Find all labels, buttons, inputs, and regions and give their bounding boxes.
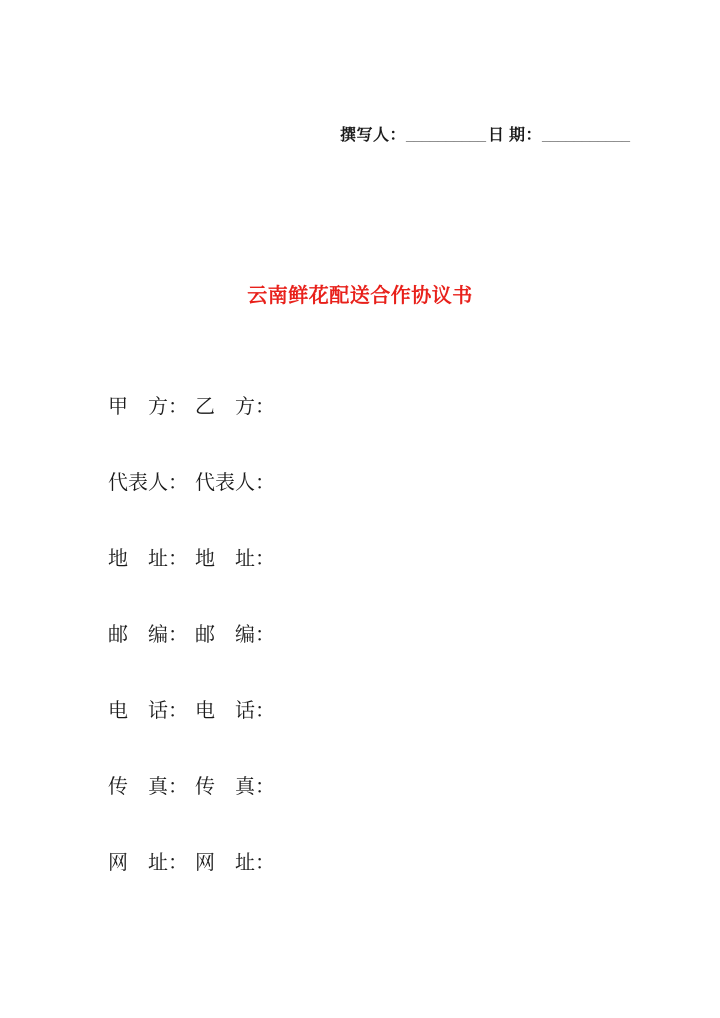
party-b-label: 乙 方：	[195, 396, 275, 418]
row-address	[108, 545, 275, 573]
website-a-label: 网 址：	[108, 852, 188, 874]
fax-a-label: 传 真：	[108, 776, 188, 798]
party-info-block	[108, 393, 275, 877]
website-b-label: 网 址：	[195, 852, 275, 874]
party-a-label: 甲 方：	[108, 396, 188, 418]
representative-a-label: 代表人：	[108, 472, 188, 494]
address-a-label: 地 址：	[108, 548, 188, 570]
row-phone	[108, 697, 275, 725]
row-party	[108, 393, 275, 421]
date-blank-line: ___________	[542, 127, 631, 144]
postcode-a-label: 邮 编：	[108, 624, 188, 646]
writer-label: 撰写人：	[340, 127, 407, 144]
row-representative	[108, 469, 275, 497]
address-b-label: 地 址：	[195, 548, 275, 570]
byline	[340, 122, 630, 145]
document-title: 云南鲜花配送合作协议书	[247, 285, 473, 307]
row-website	[108, 849, 275, 877]
writer-blank-line: __________	[406, 127, 487, 144]
row-fax	[108, 773, 275, 801]
phone-b-label: 电 话：	[195, 700, 275, 722]
representative-b-label: 代表人：	[195, 472, 275, 494]
postcode-b-label: 邮 编：	[195, 624, 275, 646]
phone-a-label: 电 话：	[108, 700, 188, 722]
row-postcode	[108, 621, 275, 649]
fax-b-label: 传 真：	[195, 776, 275, 798]
date-label: 日 期：	[488, 127, 543, 144]
